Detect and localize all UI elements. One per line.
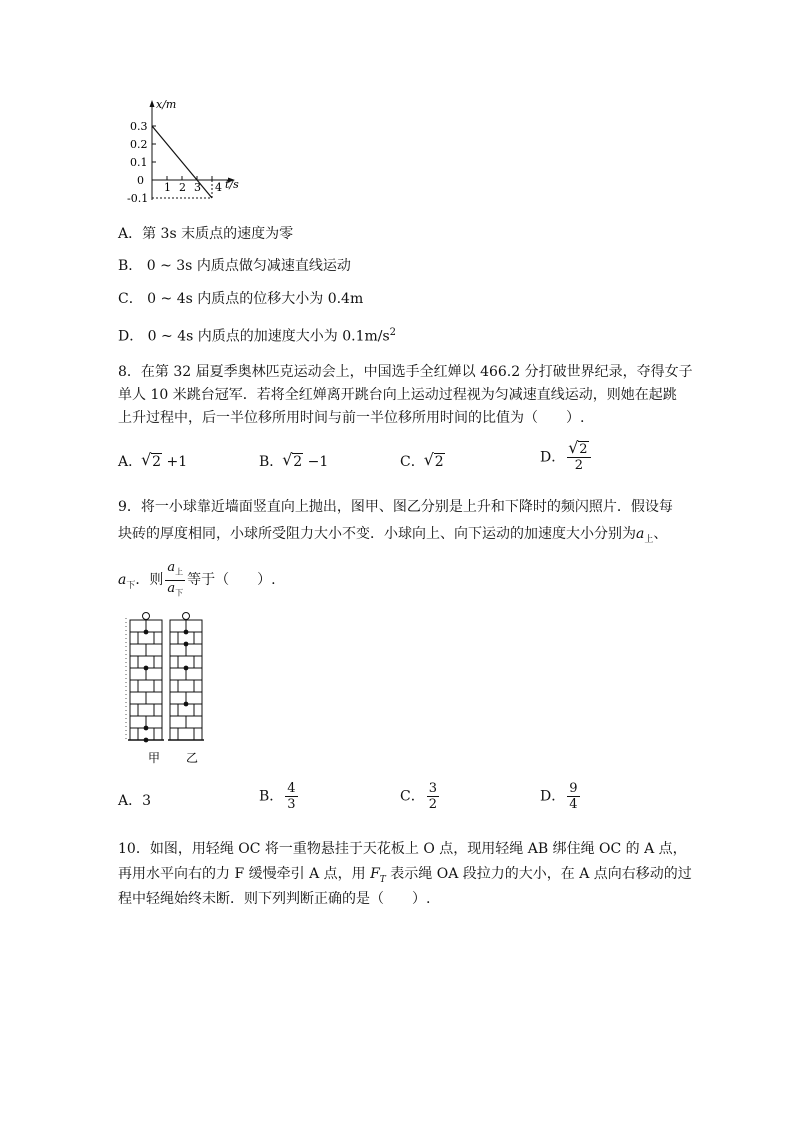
q10-line-1: 10．如图，用轻绳 OC 将一重物悬挂于天花板上 O 点，现用轻绳 AB 绑住绳 OC 的 A 点， [118,841,687,857]
x-tick-label: 1 [164,181,171,194]
q8-line-3: 上升过程中，后一半位移所用时间与前一半位移所用时间的比值为（ ）. [118,410,585,426]
fraction: $\frac{3}{2}$ [428,781,437,812]
brick-column-jia [128,613,164,743]
q8-option-c: C．√ 2 [400,452,445,472]
q7-option-d-unit: 0.1m/s [342,328,390,345]
q10-line-3: 程中轻绳始终未断．则下列判断正确的是（ ）. [118,891,431,907]
q8-line-2: 单人 10 米跳台冠军．若将全红婵离开跳台向上运动过程视为匀减速直线运动，则她在起跳 [118,387,677,403]
q9-line-3: $a_下$．则 $\frac{a_上}{a_下}$ 等于（ ）. [118,560,276,600]
q9-option-c: C． $\frac{3}{2}$ [400,781,437,812]
q8-option-a: A．√ 2 +1 [118,452,187,472]
x-tick-label: 4 [215,181,222,194]
ball-position-dot [184,642,189,647]
x-ticks [167,176,212,180]
y-tick-label: 0 [137,174,144,187]
ball-position-dot [144,726,149,731]
ball-position-dot [184,630,189,635]
q7-option-a: A．第 3s 末质点的速度为零 [118,226,294,242]
sqrt-symbol: √ 2 [142,452,162,472]
q9-option-d: D． $\frac{9}{4}$ [540,781,578,812]
ball-top-marker [183,613,190,620]
q10-line-2: 再用水平向右的力 F 缓慢牵引 A 点，用 $F_T$ 表示绳 OA 段拉力的大小，在 A 点向右移动的过 [118,866,692,885]
ball-top-marker [143,613,150,620]
y-tick-label: 0.1 [130,156,148,169]
ball-position-dot [144,666,149,671]
q9-line-2: 块砖的厚度相同，小球所受阻力大小不变．小球向上、向下运动的加速度大小分别为$a_上$、 [118,526,668,545]
y-axis-label: x/m [156,98,177,111]
brick-row [130,680,162,692]
q8-option-b: B．√ 2 −1 [259,452,328,472]
photo-label-yi: 乙 [186,751,199,765]
brick-wall-figure [118,610,228,770]
q8-option-d: D． √ $\frac{2}{2}$ [540,442,593,473]
brick-row [130,704,162,716]
ball-position-dot [184,702,189,707]
q7-option-d-text: D． 0 ~ 4s 内质点的加速度大小为 [118,328,343,345]
q7-option-d [118,323,396,347]
y-ticks [152,126,156,162]
q9-option-a: A．3 [118,793,152,809]
ball-position-dot [184,666,189,671]
x-tick-label: 2 [179,181,186,194]
fraction: $\frac{4}{3}$ [287,781,296,812]
x-axis-label: t/s [225,178,239,191]
sqrt-symbol: √ 2 [283,452,303,472]
q8-line-1: 8．在第 32 届夏季奥林匹克运动会上，中国选手全红婵以 466.2 分打破世界纪录，夺得女子 [118,364,693,380]
fraction: $\frac{9}{4}$ [569,781,578,812]
y-axis-arrow [150,100,155,107]
y-tick-label: -0.1 [127,192,149,205]
fraction: √ $\frac{2}{2}$ [567,442,590,473]
ball-position-dot [144,630,149,635]
photo-label-jia: 甲 [148,751,161,765]
brick-row [170,680,202,692]
q9-line-1: 9．将一小球靠近墙面竖直向上抛出，图甲、图乙分别是上升和下降时的频闪照片．假设每 [118,499,673,515]
fraction: $\frac{a_上}{a_下}$ [167,560,184,598]
q7-option-d-exponent: 2 [389,327,397,338]
q9-option-b: B． $\frac{4}{3}$ [259,781,296,812]
sqrt-symbol: √ 2 [425,452,445,472]
y-tick-label: 0.3 [130,120,148,133]
y-tick-label: 0.2 [130,138,148,151]
q7-option-c: C． 0 ~ 4s 内质点的位移大小为 0.4m [118,291,364,307]
brick-column-yi [168,613,204,741]
xt-graph [118,96,258,208]
x-tick-label: 3 [194,181,201,194]
brick-row [170,728,202,740]
q7-option-b: B． 0 ~ 3s 内质点做匀减速直线运动 [118,258,351,274]
